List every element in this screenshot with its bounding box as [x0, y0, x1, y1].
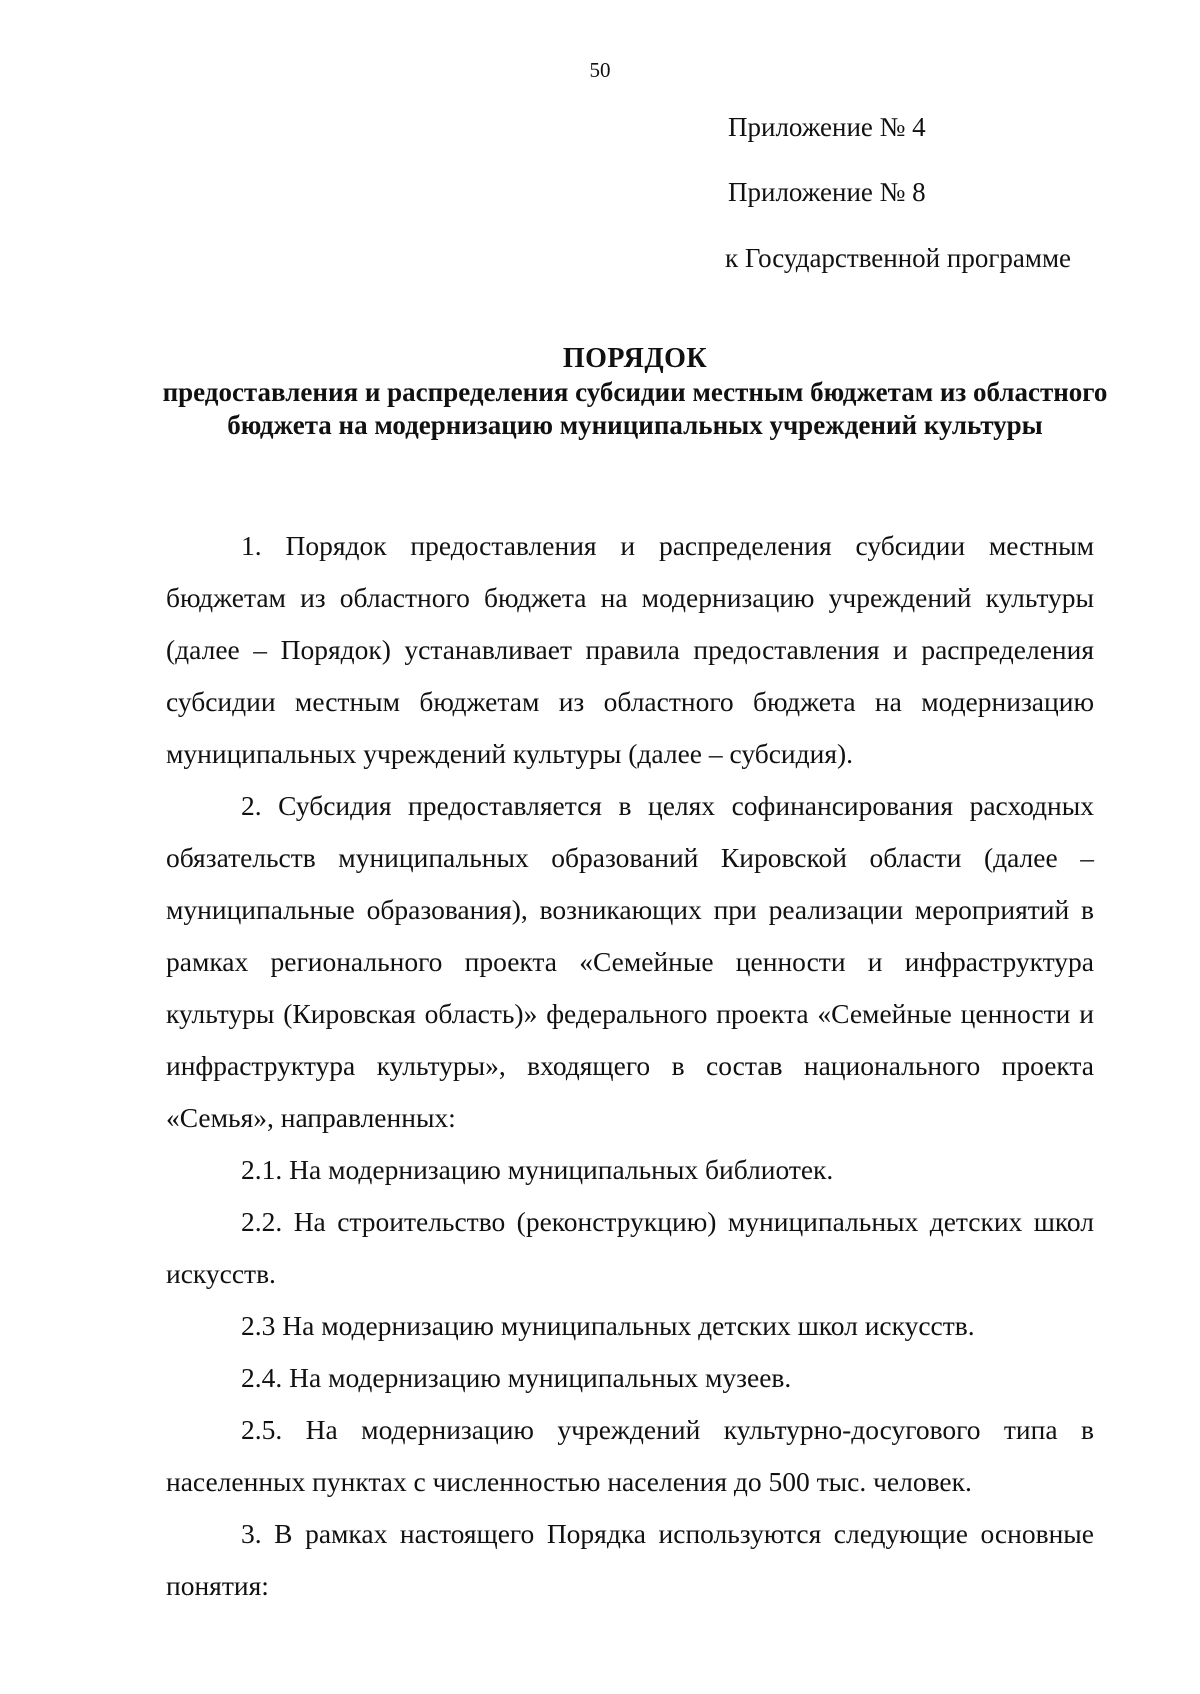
document-body	[166, 520, 1094, 1612]
document-subtitle: предоставления и распределения субсидии местным бюджетам из областного бюджета на модернизацию муниципальных учреждений культуры	[162, 377, 1108, 440]
paragraph-2-2: 2.2. На строительство (реконструкцию) муниципальных детских школ искусств.	[166, 1206, 1094, 1289]
paragraph-2-5: 2.5. На модернизацию учреждений культурно-досугового типа в населенных пунктах с численностью населения до 500 тыс. человек.	[166, 1414, 1094, 1497]
paragraph-2: 2. Субсидия предоставляется в целях софинансирования расходных обязательств муниципальных образований Кировской области (далее – муниципальные образования), возникающих при реализации мероприятий в рамках регионального проекта «Семейные ценности и инфраструктура культуры (Кировская область)» федерального проекта «Семейные ценности и инфраструктура культуры», входящего в состав национального проекта «Семья», направленных:	[166, 790, 1094, 1133]
title-block	[160, 342, 1110, 442]
paragraph-1: 1. Порядок предоставления и распределения субсидии местным бюджетам из областного бюджета на модернизацию учреждений культуры (далее – Порядок) устанавливает правила предоставления и распределения субсидии местным бюджетам из областного бюджета на модернизацию муниципальных учреждений культуры (далее – субсидия).	[166, 530, 1094, 769]
paragraph-3: 3. В рамках настоящего Порядка используются следующие основные понятия:	[166, 1518, 1094, 1601]
appendix-line-2: Приложение № 8	[728, 177, 926, 207]
paragraph-2-4: 2.4. На модернизацию муниципальных музеев.	[241, 1362, 792, 1393]
appendix-line-1: Приложение № 4	[728, 112, 926, 142]
document-title: ПОРЯДОК	[562, 343, 708, 374]
paragraph-2-1: 2.1. На модернизацию муниципальных библиотек.	[241, 1154, 834, 1185]
appendix-line-3: к Государственной программе	[725, 243, 1072, 273]
paragraph-2-3: 2.3 На модернизацию муниципальных детских школ искусств.	[241, 1310, 975, 1341]
page-number: 50	[589, 58, 611, 82]
